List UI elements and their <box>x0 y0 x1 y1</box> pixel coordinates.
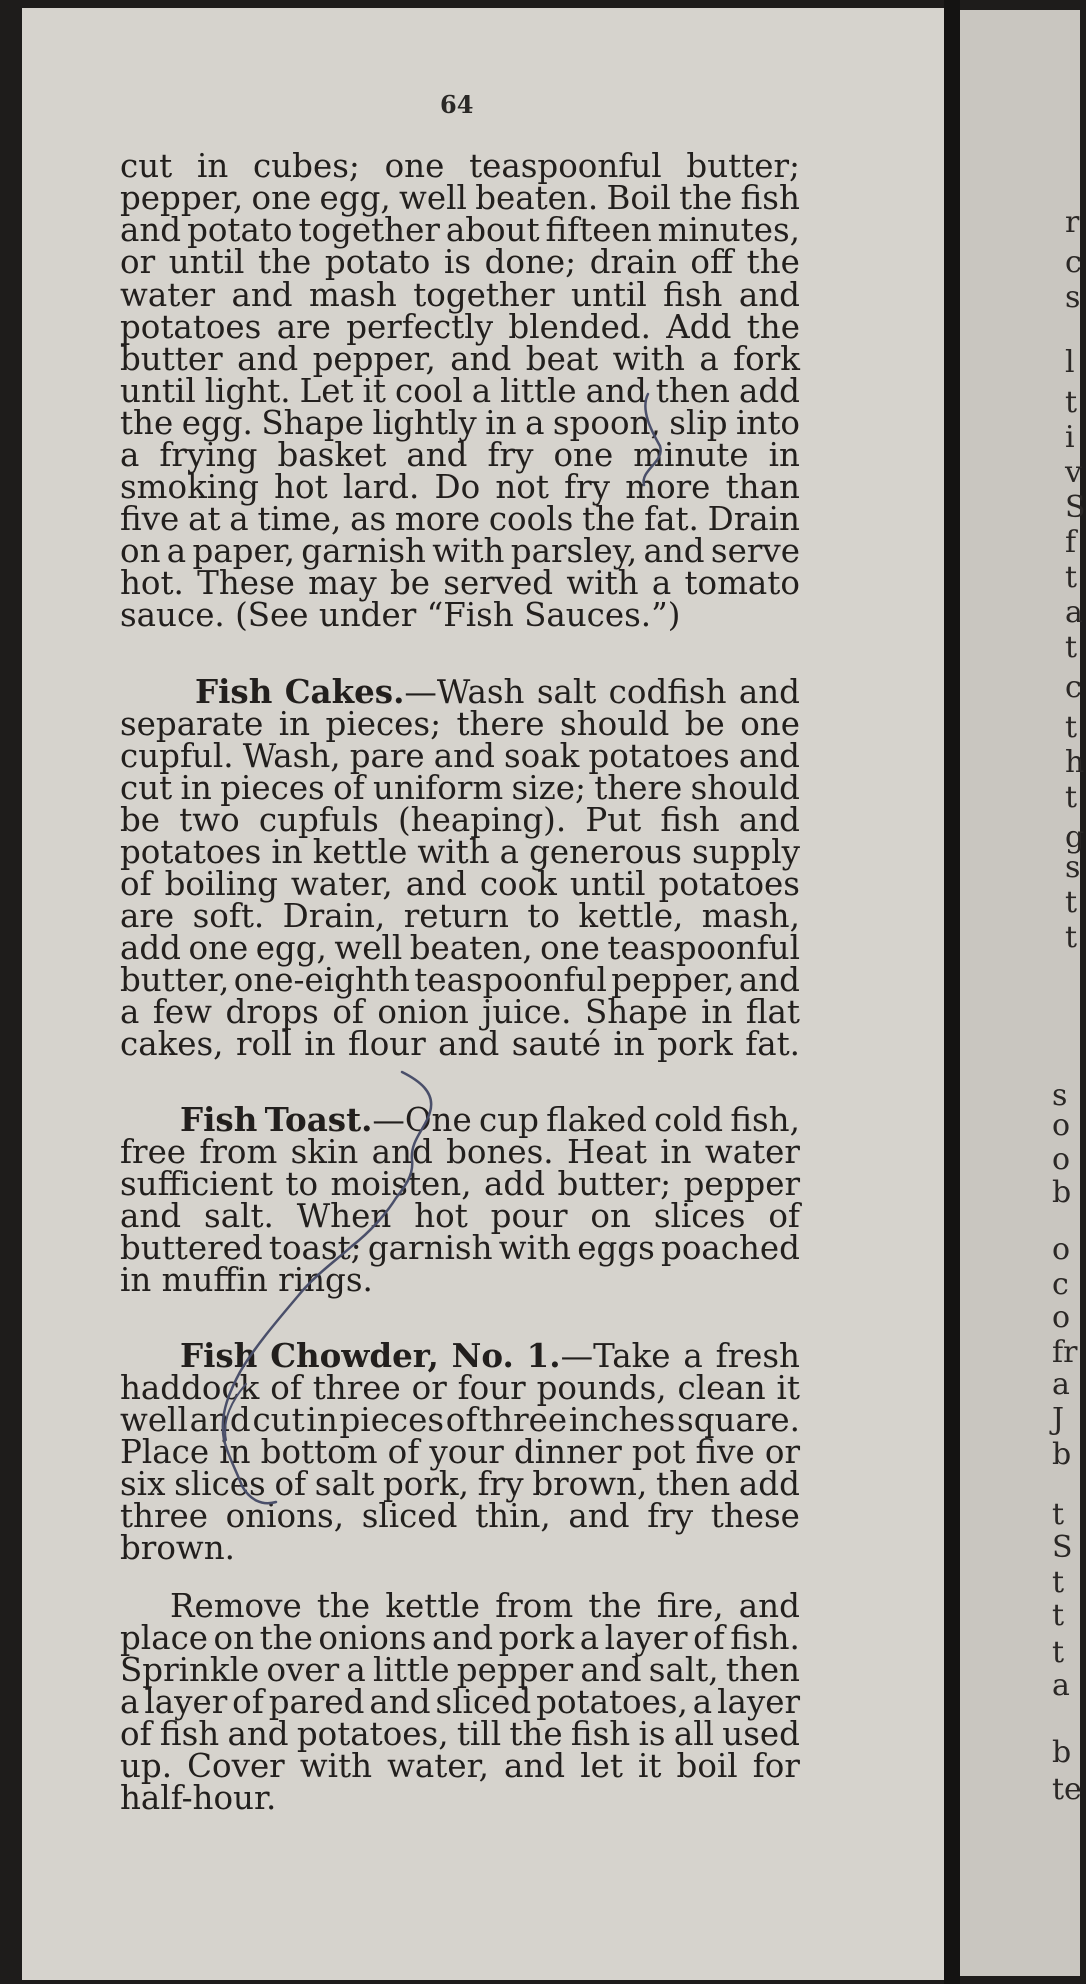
adjacent-page-letter: c <box>1065 670 1082 705</box>
text-line: in muffin rings. <box>120 1261 373 1299</box>
adjacent-page-letter: J <box>1052 1402 1065 1437</box>
text-line: potatoes in kettle with a generous supply <box>120 833 800 871</box>
adjacent-page-letter: s <box>1065 850 1081 885</box>
adjacent-page-letter: t <box>1065 710 1078 745</box>
text-line: Fish Chowder, No. 1.—Take a fresh <box>180 1336 800 1375</box>
adjacent-page-letter: o <box>1052 1232 1071 1267</box>
adjacent-page-letter: a <box>1052 1668 1070 1703</box>
text-line: and potato together about fifteen minutes, <box>120 211 800 249</box>
adjacent-page-letter: t <box>1052 1565 1065 1600</box>
text-line: pepper, one egg, well beaten. Boil the fish <box>120 179 800 217</box>
text-line: water and mash together until fish and <box>120 276 800 314</box>
adjacent-page-letter: o <box>1052 1142 1071 1177</box>
adjacent-page-letter: t <box>1052 1497 1065 1532</box>
text-line: haddock of three or four pounds, clean it <box>120 1369 800 1407</box>
text-line: place on the onions and pork a layer of fish. <box>120 1619 800 1657</box>
text-line: butter and pepper, and beat with a fork <box>120 340 800 378</box>
text-line: Fish Cakes.—Wash salt codfish and <box>195 672 800 711</box>
adjacent-page-letter: b <box>1052 1735 1072 1770</box>
text-line: brown. <box>120 1529 235 1567</box>
text-line: free from skin and bones. Heat in water <box>120 1133 800 1171</box>
adjacent-page-letter: S <box>1065 490 1086 525</box>
adjacent-page-letter: l <box>1065 345 1075 380</box>
adjacent-page-letter: c <box>1052 1267 1069 1302</box>
adjacent-page-letter: t <box>1065 385 1078 420</box>
text-line: of boiling water, and cook until potatoes <box>120 865 800 903</box>
adjacent-page-letter: S <box>1052 1530 1073 1565</box>
text-line: six slices of salt pork, fry brown, then add <box>120 1465 800 1503</box>
text-line: half-hour. <box>120 1779 277 1817</box>
adjacent-page-letter: b <box>1052 1437 1072 1472</box>
text-line: cut in pieces of uniform size; there should <box>120 769 800 807</box>
page-number: 64 <box>440 90 474 119</box>
adjacent-page-letter: t <box>1065 920 1078 955</box>
text-line: until light. Let it cool a little and then add <box>120 372 800 410</box>
adjacent-page-letter: b <box>1052 1175 1072 1210</box>
adjacent-page-letter: i <box>1065 420 1075 455</box>
text-line: a few drops of onion juice. Shape in flat <box>120 993 800 1031</box>
adjacent-page-letter: t <box>1065 560 1078 595</box>
text-line: are soft. Drain, return to kettle, mash, <box>120 897 800 935</box>
text-line: and salt. When hot pour on slices of <box>120 1197 800 1235</box>
adjacent-page-letter: v <box>1065 455 1082 490</box>
adjacent-page-letter: f <box>1065 525 1077 560</box>
adjacent-page-letter: c <box>1065 245 1082 280</box>
text-line: Sprinkle over a little pepper and salt, then <box>120 1651 800 1689</box>
adjacent-page-letter: g <box>1065 820 1085 855</box>
adjacent-page-letter: fr <box>1052 1335 1078 1370</box>
adjacent-page-letter: t <box>1052 1635 1065 1670</box>
text-line: be two cupfuls (heaping). Put fish and <box>120 801 800 839</box>
text-line: five at a time, as more cools the fat. Drain <box>120 500 800 538</box>
adjacent-page-letter: t <box>1065 630 1078 665</box>
book-gutter <box>944 0 960 1984</box>
text-line: cupful. Wash, pare and soak potatoes and <box>120 737 800 775</box>
text-line: add one egg, well beaten, one teaspoonful <box>120 929 800 967</box>
adjacent-page-letter: t <box>1065 885 1078 920</box>
adjacent-page-letter: te <box>1052 1772 1082 1807</box>
text-line: sauce. (See under “Fish Sauces.”) <box>120 596 681 634</box>
text-line: cakes, roll in flour and sauté in pork fat. <box>120 1025 800 1063</box>
text-line: smoking hot lard. Do not fry more than <box>120 468 800 506</box>
adjacent-page-letter: h <box>1065 745 1085 780</box>
text-line: butter, one-eighth teaspoonful pepper, and <box>120 961 800 999</box>
adjacent-page-letter: a <box>1065 595 1083 630</box>
adjacent-page-letter: o <box>1052 1300 1071 1335</box>
text-line: Remove the kettle from the fire, and <box>170 1587 800 1625</box>
text-line: potatoes are perfectly blended. Add the <box>120 308 800 346</box>
text-line: three onions, sliced thin, and fry these <box>120 1497 800 1535</box>
text-line: Place in bottom of your dinner pot five or <box>120 1433 800 1471</box>
text-line: buttered toast; garnish with eggs poached <box>120 1229 800 1267</box>
adjacent-page-letter: o <box>1052 1108 1071 1143</box>
text-line: hot. These may be served with a tomato <box>120 564 800 602</box>
text-line: separate in pieces; there should be one <box>120 705 800 743</box>
text-line: well and cut in pieces of three inches square. <box>120 1401 800 1439</box>
text-line: sufficient to moisten, add butter; pepper <box>120 1165 800 1203</box>
adjacent-page-letter: r <box>1065 205 1080 240</box>
adjacent-page-letter: a <box>1052 1367 1070 1402</box>
text-line: Fish Toast.—One cup flaked cold fish, <box>180 1100 800 1139</box>
adjacent-page-letter: t <box>1052 1598 1065 1633</box>
adjacent-page-letter: s <box>1052 1078 1068 1113</box>
adjacent-page-letter: s <box>1065 280 1081 315</box>
text-line: the egg. Shape lightly in a spoon, slip into <box>120 404 800 442</box>
adjacent-page-letter: t <box>1065 780 1078 815</box>
text-line: up. Cover with water, and let it boil for <box>120 1747 800 1785</box>
text-line: of fish and potatoes, till the fish is all used <box>120 1715 800 1753</box>
text-line: a layer of pared and sliced potatoes, a layer <box>120 1683 800 1721</box>
text-line: or until the potato is done; drain off the <box>120 243 800 281</box>
text-line: a frying basket and fry one minute in <box>120 436 800 474</box>
text-line: cut in cubes; one teaspoonful butter; <box>120 147 800 185</box>
text-line: on a paper, garnish with parsley, and serve <box>120 532 800 570</box>
